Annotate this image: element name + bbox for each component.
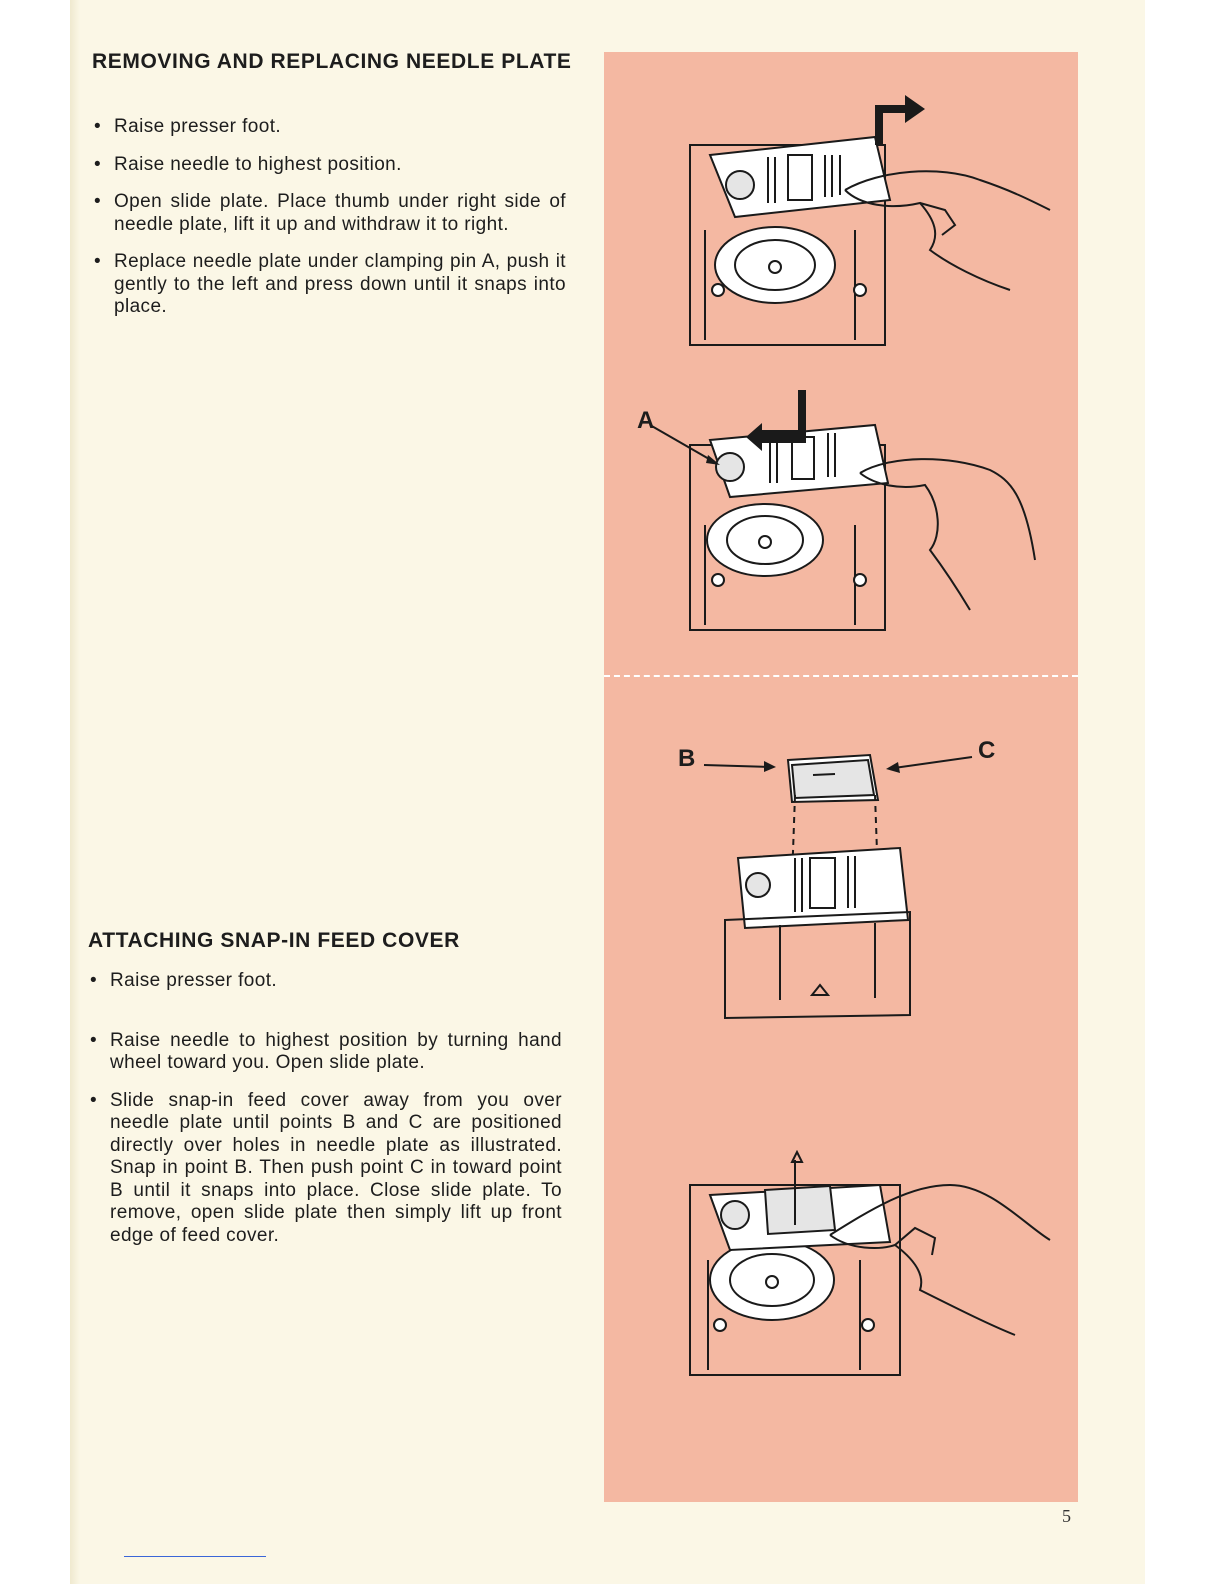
- feed-cover-steps: [88, 970, 562, 1247]
- step-item: • Raise needle to highest position by turning hand wheel toward you. Open slide plate.: [88, 1030, 562, 1075]
- step-item: • Slide snap-in feed cover away from you over needle plate until points B and C are positioned directly over holes in needle plate as illustrated. Snap in point B. Then push point C in toward point B until it snaps into place. Close slide plate. To remove, open slide plate then simply lift up front edge of feed cover.: [88, 1090, 562, 1248]
- label-clamping-pin-a: A: [637, 407, 655, 434]
- feed-cover-install-illustration: [680, 1150, 1060, 1380]
- step-item: • Open slide plate. Place thumb under right side of needle plate, lift it up and withdraw it to right.: [92, 191, 566, 236]
- remove-needle-plate-illustration: [680, 85, 1060, 355]
- step-item: • Raise presser foot.: [88, 970, 562, 993]
- figure-replace-needle-plate: [680, 385, 1060, 635]
- pointer-arrow-b: [702, 755, 782, 775]
- section-title-needle-plate: REMOVING AND REPLACING NEEDLE PLATE: [92, 50, 572, 73]
- feed-cover-alignment-illustration: [700, 740, 980, 1030]
- step-item: • Raise presser foot.: [92, 116, 566, 139]
- page-number: 5: [1062, 1506, 1071, 1526]
- pointer-arrow-c: [882, 752, 974, 774]
- section-title-feed-cover: ATTACHING SNAP-IN FEED COVER: [88, 929, 460, 952]
- figure-feed-cover-install: [680, 1150, 1060, 1380]
- page-edge: [70, 0, 80, 1584]
- label-point-b: B: [678, 745, 696, 772]
- panel-divider: [604, 675, 1078, 677]
- pointer-arrow-a: [648, 423, 728, 473]
- step-item: • Replace needle plate under clamping pin A, push it gently to the left and press down until it snaps into place.: [92, 251, 566, 319]
- step-item: • Raise needle to highest position.: [92, 154, 566, 177]
- figure-feed-cover-alignment: [700, 740, 980, 1030]
- label-point-c: C: [978, 737, 996, 764]
- footer-rule: [124, 1556, 266, 1557]
- needle-plate-steps: [92, 116, 566, 334]
- figure-remove-needle-plate: [680, 85, 1060, 355]
- replace-needle-plate-illustration: [680, 385, 1060, 635]
